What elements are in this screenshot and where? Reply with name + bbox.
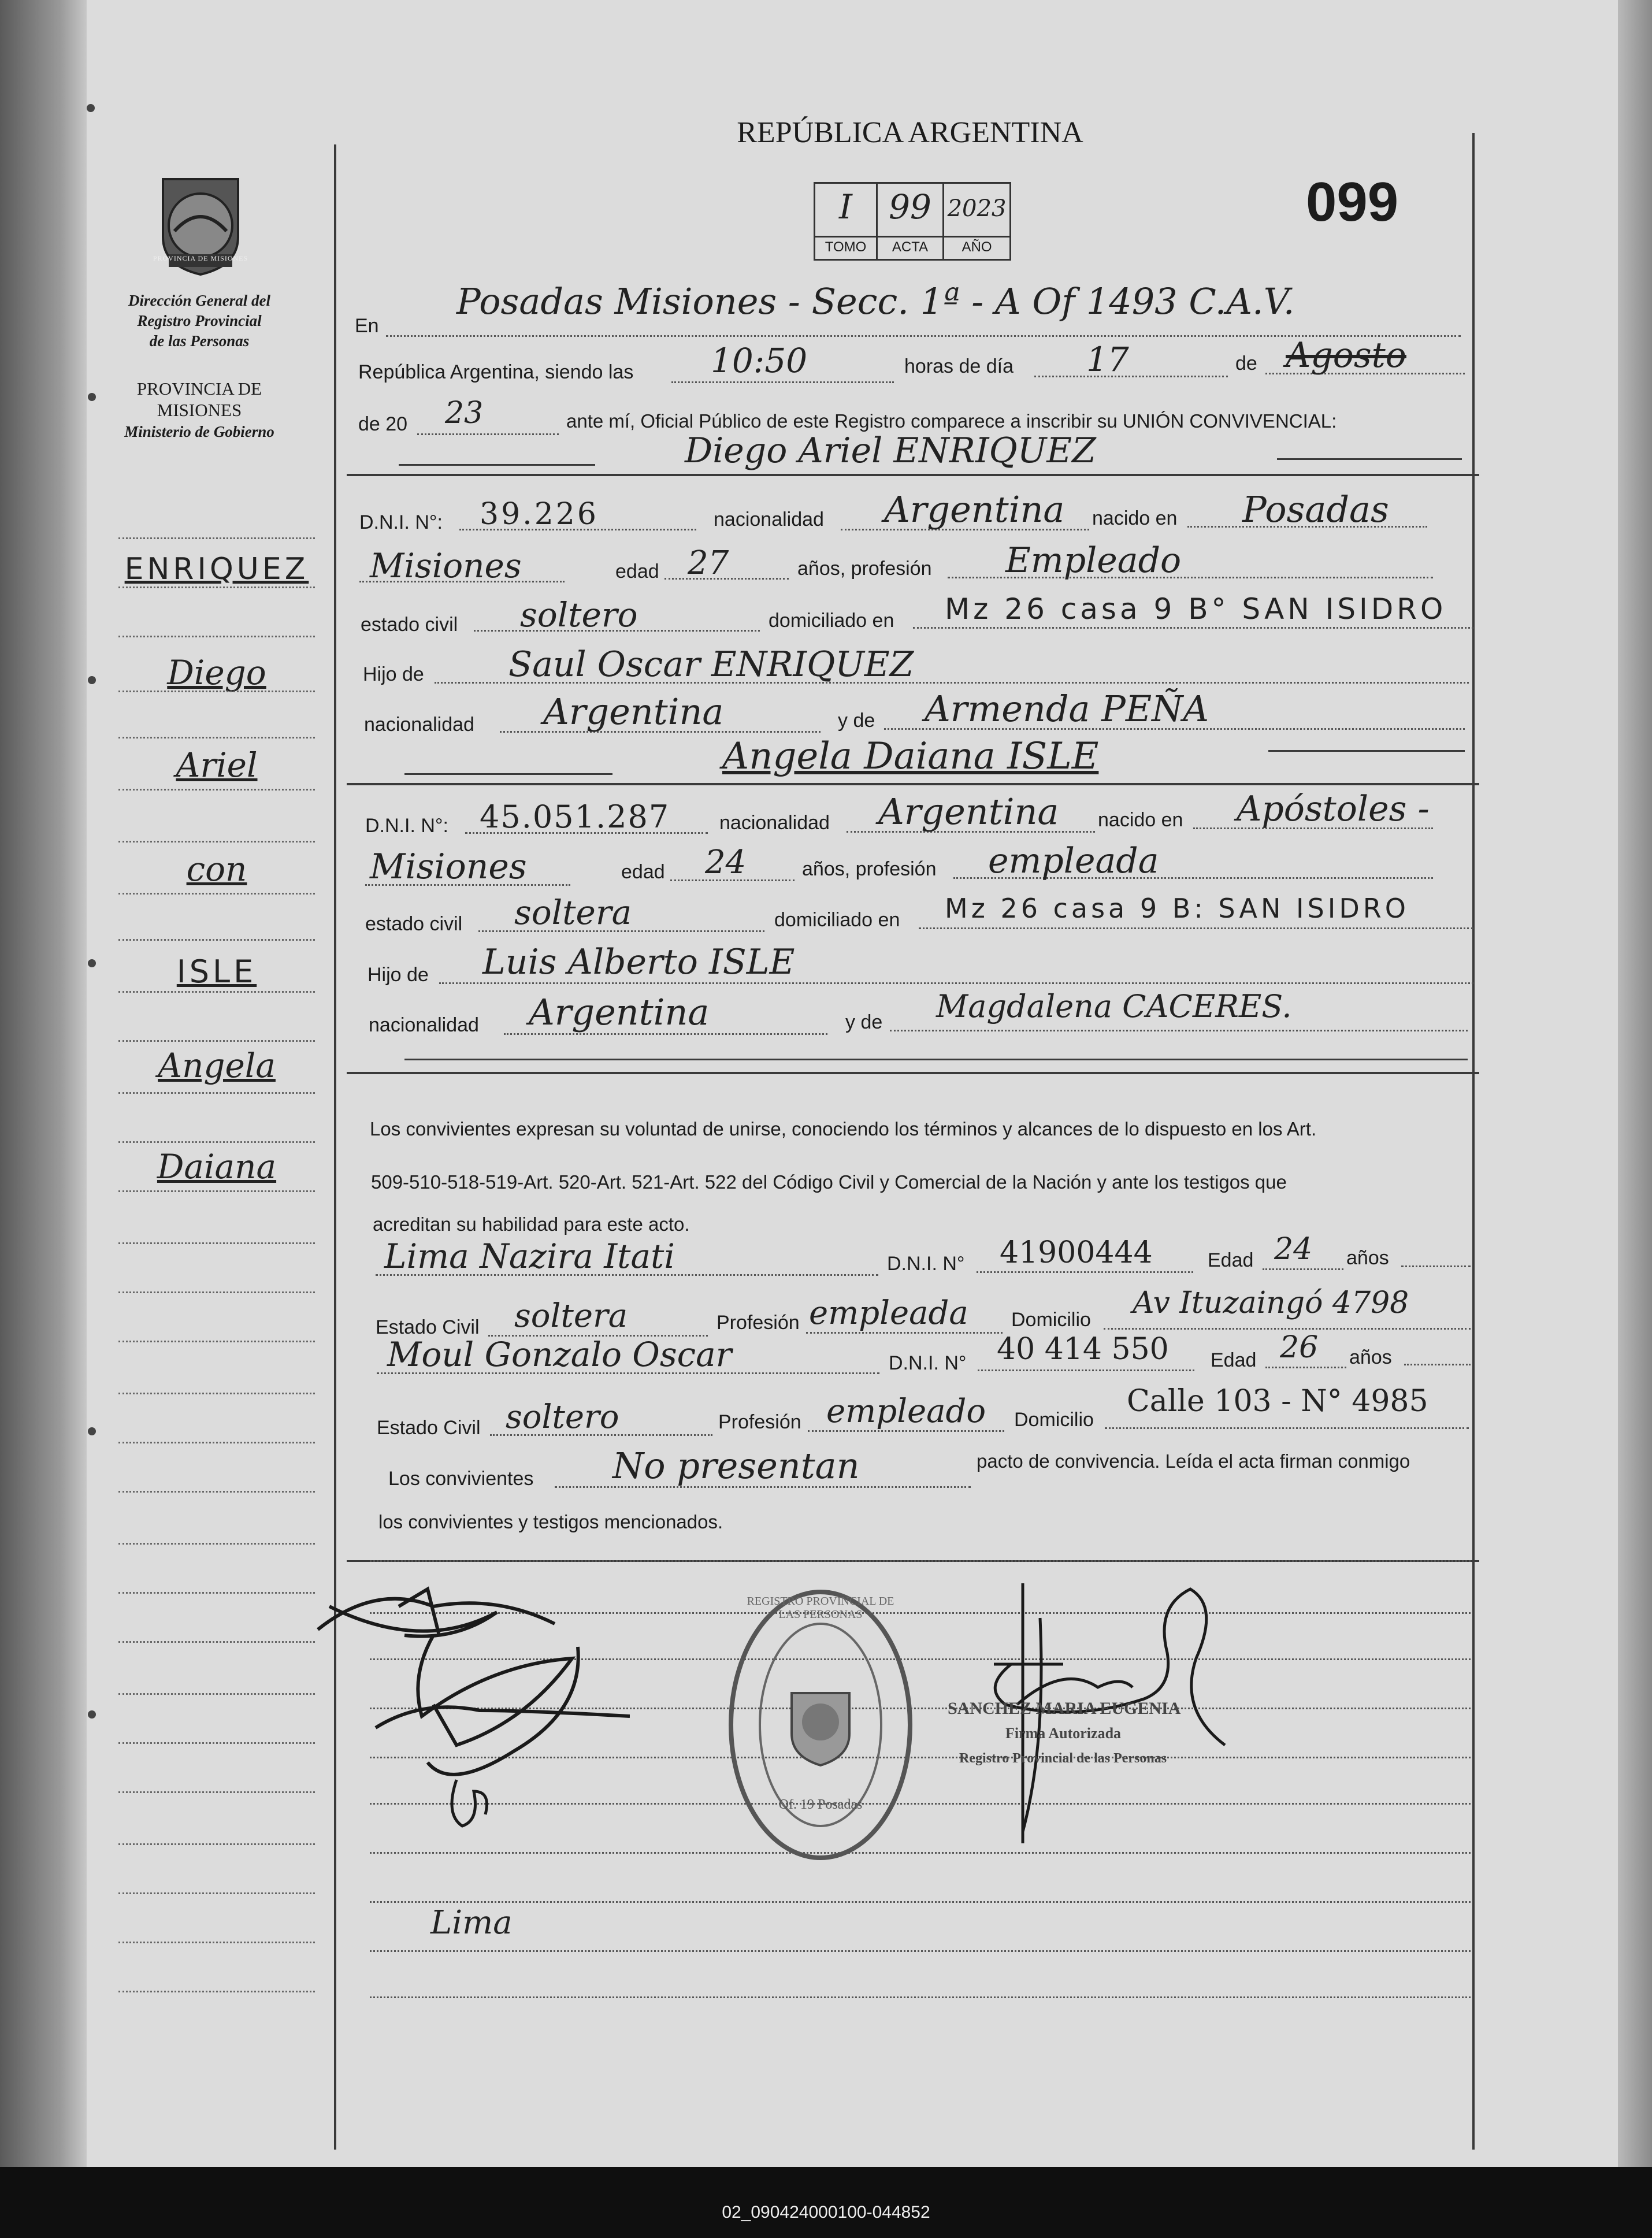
dash-line [1268,750,1465,752]
w2-anios-label: años [1349,1346,1392,1368]
witness2-name: Moul Gonzalo Oscar [387,1335,732,1374]
p1-address: Mz 26 casa 9 B° SAN ISIDRO [945,592,1447,626]
p2-born-in: Apóstoles - [1237,789,1430,829]
declaration-line-3: acreditan su habilidad para este acto. [373,1213,690,1235]
p1-born-in: Posadas [1242,488,1389,530]
office-line-3: de las Personas [149,332,250,350]
province-line-1: PROVINCIA DE [136,378,262,399]
w2-civil: soltero [506,1398,619,1436]
section-divider [347,474,1479,476]
p1-born-in-cont: Misiones [370,546,522,585]
declaration-line-2: 509-510-518-519-Art. 520-Art. 521-Art. 522 del Código Civil y Comercial de la Nación y ante los testigos que [371,1171,1287,1193]
w1-profession: empleada [809,1294,968,1332]
closing-line-2: los convivientes y testigos mencionados. [378,1511,723,1532]
month-value: Agosto [1286,335,1406,376]
tomo-value: I [839,187,852,227]
p2-parent-nationality: Argentina [529,991,710,1033]
day-value: 17 [1086,340,1129,379]
de-label: de [1235,352,1257,374]
witness-signature: Lima [430,1904,513,1942]
binding-hole [88,676,96,684]
convivient-signature-icon [306,1572,630,1849]
p1-born-label: nacido en [1092,507,1178,529]
binding-hole [88,959,96,967]
section-divider [347,1072,1479,1074]
p2-father: Luis Alberto ISLE [482,942,795,982]
p1-anios-prof-label: años, profesión [797,558,932,580]
p1-dni-label: D.N.I. N°: [359,511,443,533]
official-stamp-name: SANCHEZ MARIA EUGENIA [948,1699,1181,1718]
declaration-line-1: Los convivientes expresan su voluntad de unirse, conociendo los términos y alcances de lo dispuesto en los Art. [370,1118,1317,1140]
p1-civil-label: estado civil [361,614,458,636]
p1-profession: Empleado [1005,540,1182,581]
form-right-border [1472,133,1475,2150]
country-title: REPÚBLICA ARGENTINA [737,116,1083,149]
p2-dom-label: domiciliado en [774,909,900,931]
w2-civil-label: Estado Civil [377,1417,481,1439]
p2-mother: Magdalena CACERES. [936,988,1292,1025]
w1-address: Av Ituzaingó 4798 [1133,1286,1409,1320]
acta-label: ACTA [892,239,929,255]
w2-profession: empleado [826,1393,986,1430]
ministry: Ministerio de Gobierno [124,423,274,440]
p1-hijo-label: Hijo de [363,663,424,685]
w1-edad-label: Edad [1208,1249,1254,1271]
w1-dom-label: Domicilio [1011,1309,1091,1331]
province-line-2: MISIONES [157,400,242,420]
dash-line [404,773,612,775]
year-prefix-label: de 20 [358,413,408,435]
p2-dni-value: 45.051.287 [480,799,670,835]
p1-nationality: Argentina [884,488,1065,530]
w2-address: Calle 103 - N° 4985 [1127,1384,1428,1419]
p1-civil: soltero [520,595,638,634]
dash-line [399,464,595,466]
w1-civil-label: Estado Civil [376,1316,480,1338]
file-id: 02_090424000100-044852 [722,2203,930,2222]
p2-born-in-cont: Misiones [370,847,527,887]
registry-box [814,182,1011,261]
binding-spine [0,0,87,2167]
witness1-name: Lima Nazira Itati [384,1237,675,1276]
person2-fullname: Angela Daiana ISLE [722,735,1099,778]
place-value: Posadas Misiones - Secc. 1ª - A Of 1493 C.A.V. [456,280,1295,322]
w1-dni: 41900444 [1000,1235,1153,1270]
p2-hijo-label: Hijo de [367,964,429,986]
w2-dni-label: D.N.I. N° [889,1352,967,1374]
p2-edad-label: edad [621,861,665,883]
margin-note: Ariel [176,745,258,785]
p2-born-label: nacido en [1098,809,1183,831]
p1-dom-label: domiciliado en [769,610,894,632]
page-number: 099 [1306,171,1399,233]
margin-note: ISLE [176,953,257,990]
p1-yde-label: y de [838,710,875,732]
p1-nac-label: nacionalidad [714,509,824,530]
p2-civil: soltera [514,893,632,932]
p2-nac-label: nacionalidad [719,812,830,834]
hours-label: horas de día [904,355,1014,377]
w2-edad-label: Edad [1211,1349,1257,1371]
margin-note: Daiana [157,1147,277,1186]
seal-ring-text: REGISTRO PROVINCIAL DE LAS PERSONAS [747,1595,894,1621]
w2-dom-label: Domicilio [1014,1409,1094,1431]
w1-civil: soltera [514,1297,628,1335]
margin-note: con [186,849,247,889]
scan-footer [0,2167,1652,2238]
margin-note: Angela [158,1046,276,1085]
p2-civil-label: estado civil [365,913,463,935]
w1-dni-label: D.N.I. N° [887,1253,965,1275]
binding-hole [88,393,96,401]
w1-age: 24 [1274,1232,1313,1267]
acta-value: 99 [889,187,931,227]
w1-prof-label: Profesión [717,1312,800,1334]
anio-value: 2023 [947,195,1007,222]
seal-caption: PROVINCIA DE MISIONES [153,254,248,262]
time-value: 10:50 [711,341,808,380]
p1-parent-nationality: Argentina [543,691,724,733]
anio-label: AÑO [961,239,992,255]
official-stamp-office: Registro Provincial de las Personas [959,1751,1167,1766]
pacto-value: No presentan [612,1445,860,1487]
margin-note: Diego [167,653,266,692]
w1-anios-label: años [1346,1247,1389,1269]
p2-nac2-label: nacionalidad [369,1014,479,1036]
p2-dni-label: D.N.I. N°: [365,815,448,837]
p1-nac2-label: nacionalidad [364,714,474,736]
p1-mother: Armenda PEÑA [925,688,1209,730]
p1-dni-value: 39.226 [480,497,599,532]
year-value: 23 [445,396,484,430]
official-stamp-role: Firma Autorizada [1005,1725,1122,1742]
p2-age: 24 [705,844,747,881]
p2-nationality: Argentina [878,790,1059,833]
margin-note: ENRIQUEZ [124,552,309,587]
republic-label: República Argentina, siendo las [358,361,634,383]
pacto-label: pacto de convivencia. Leída el acta firman conmigo [977,1450,1410,1472]
p2-profession: empleada [988,841,1159,881]
en-label: En [355,315,379,337]
tomo-label: TOMO [825,239,867,255]
p2-yde-label: y de [845,1011,883,1033]
seal-office-text: Of. 19 Posadas [778,1797,863,1812]
p1-edad-label: edad [615,561,659,582]
w2-dni: 40 414 550 [997,1332,1169,1367]
binding-hole [87,104,95,112]
person1-fullname: Diego Ariel ENRIQUEZ [685,430,1096,471]
dash-line [404,1059,1468,1060]
section-divider [347,783,1479,785]
office-line-2: Registro Provincial [137,312,262,329]
p2-anios-prof-label: años, profesión [802,858,937,880]
w2-prof-label: Profesión [718,1411,801,1433]
w2-age: 26 [1280,1330,1319,1365]
conv-label: Los convivientes [388,1468,534,1490]
p2-address: Mz 26 casa 9 B: SAN ISIDRO [945,893,1409,924]
dash-line [1277,458,1462,460]
p1-father: Saul Oscar ENRIQUEZ [508,644,914,685]
page-edge [1618,0,1652,2167]
binding-hole [88,1710,96,1719]
binding-hole [88,1427,96,1435]
statement-text: ante mí, Oficial Público de este Registro comparece a inscribir su UNIÓN CONVIVENCIAL: [566,410,1337,432]
official-seal-icon [722,1583,919,1866]
p1-age: 27 [688,544,729,582]
office-line-1: Dirección General del [128,292,270,309]
